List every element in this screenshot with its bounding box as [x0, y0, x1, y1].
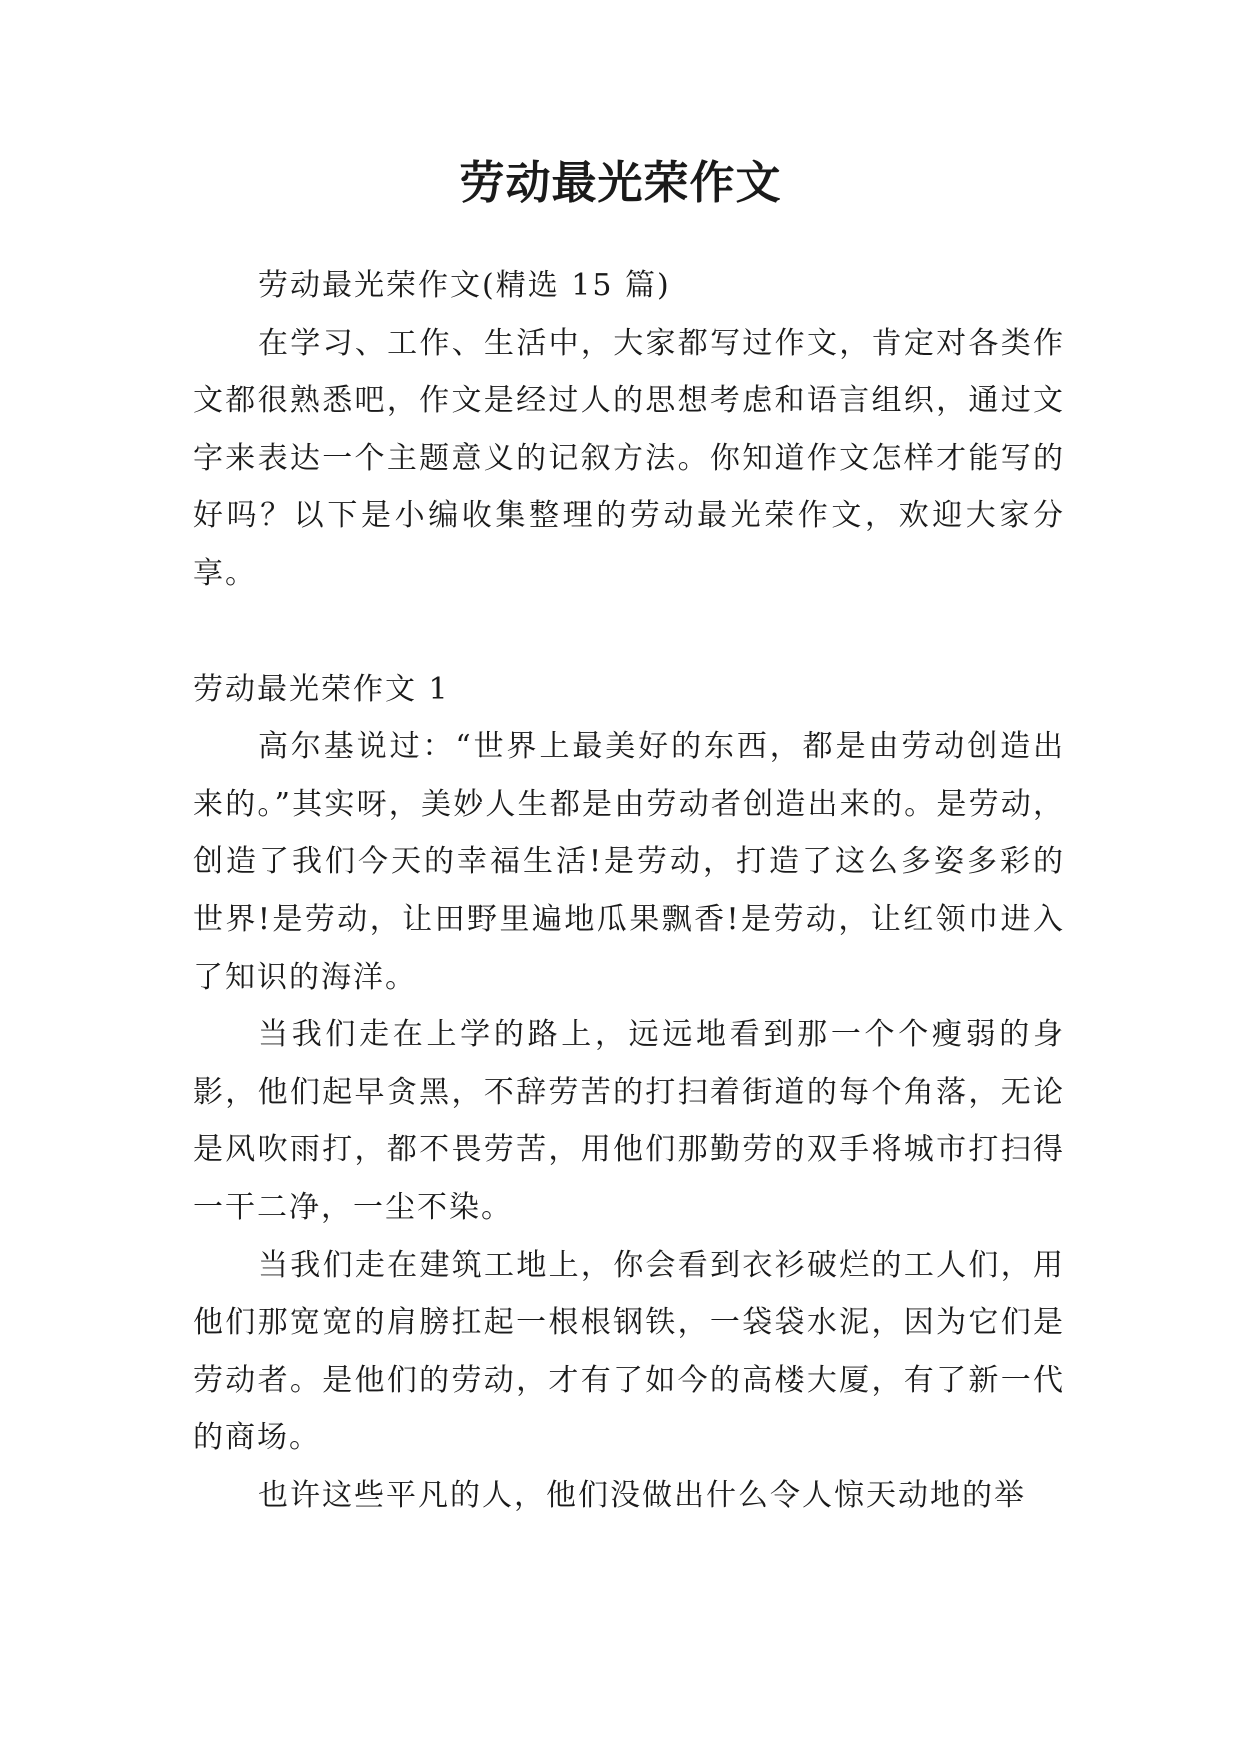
intro-paragraph: 在学习、工作、生活中，大家都写过作文，肯定对各类作文都很熟悉吧，作文是经过人的思想考虑和语言组织，通过文字来表达一个主题意义的记叙方法。你知道作文怎样才能写的好吗？以下是小编收集整理的劳动最光荣作文，欢迎大家分享。	[193, 325, 1065, 591]
document-body	[193, 257, 1065, 1524]
section-paragraph: 高尔基说过：“世界上最美好的东西，都是由劳动创造出来的。”其实呀，美妙人生都是由劳动者创造出来的。是劳动，创造了我们今天的幸福生活!是劳动，打造了这么多姿多彩的世界!是劳动，让田野里遍地瓜果飘香!是劳动，让红领巾进入了知识的海洋。	[193, 729, 1065, 995]
document-title: 劳动最光荣作文	[459, 156, 782, 209]
section-paragraph: 也许这些平凡的人，他们没做出什么令人惊天动地的举	[258, 1477, 1026, 1513]
section-paragraph: 当我们走在上学的路上，远远地看到那一个个瘦弱的身影，他们起早贪黑，不辞劳苦的打扫着街道的每个角落，无论是风吹雨打，都不畏劳苦，用他们那勤劳的双手将城市打扫得一干二净，一尘不染。	[193, 1017, 1065, 1225]
section-heading: 劳动最光荣作文 1	[193, 671, 450, 707]
section-paragraph: 当我们走在建筑工地上，你会看到衣衫破烂的工人们，用他们那宽宽的肩膀扛起一根根钢铁，一袋袋水泥，因为它们是劳动者。是他们的劳动，才有了如今的高楼大厦，有了新一代的商场。	[193, 1247, 1065, 1456]
document-subtitle: 劳动最光荣作文(精选 15 篇)	[258, 268, 671, 303]
